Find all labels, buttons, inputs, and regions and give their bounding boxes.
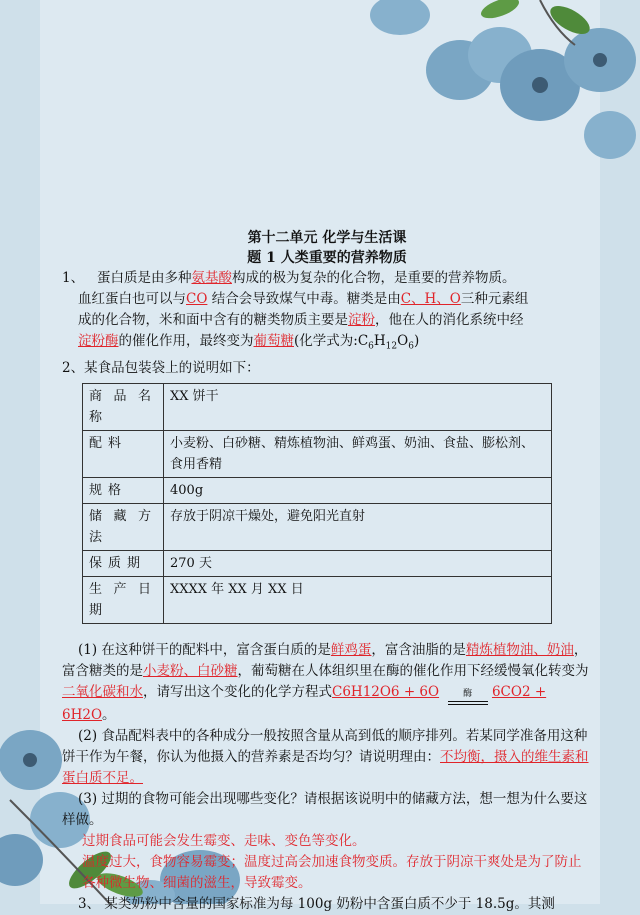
answer-blank: 鲜鸡蛋 [330,641,372,658]
p1-text: ，富含糖类的是 [62,641,588,679]
table-row [83,550,552,576]
q1-number: 1、 [62,270,85,286]
row-value: 存放于阴凉干燥处，避免阳光直射 [164,503,552,550]
answer-blank: 氨基酸 [191,270,232,286]
subscript: 12 [385,341,398,352]
p1-text: 。 [102,706,116,723]
section-title: 题 1 人类重要的营养物质 [247,250,407,266]
document-body [62,228,592,915]
p1-text: ，请写出这个变化的化学方程式 [143,683,332,700]
enzyme-label: 酶 [463,688,473,699]
q1-text: (化学式为:C [294,333,369,349]
equation-products: 6CO2 + 6H2O [62,683,547,723]
question-2-intro: 2、某食品包装袋上的说明如下： [62,359,260,376]
row-key: 规格 [83,477,164,503]
subquestion-3 [62,789,592,831]
row-key: 配料 [83,430,164,477]
answer-3a: 过期食品可能会发生霉变、走味、变色等变化。 [82,832,366,849]
p1-text: (1) 在这种饼干的配料中，富含蛋白质的是 [78,641,331,658]
q1-text: 血红蛋白也可以与 [78,291,186,307]
row-value: XXXX 年 XX 月 XX 日 [164,576,552,623]
table-row [83,576,552,623]
answer-blank: CO [186,291,208,307]
subscript: 6 [368,341,374,352]
q1-text: 成的化合物，米和面中含有的糖类物质主要是 [78,312,348,328]
answer-3b: 温度过大，食物容易霉变；温度过高会加速食物变质。存放于阴凉干爽处是为了防止各种微生物、细菌的滋生，导致霉变。 [82,853,582,891]
row-value: 270 天 [164,550,552,576]
q1-text: 的催化作用，最终变为 [118,333,254,349]
q1-text: 三种元素组 [460,291,529,307]
q1-text: 蛋白质是由多种 [96,270,192,286]
q1-text: ) [413,333,420,349]
table-row [83,477,552,503]
answer-blank: 淀粉 [348,312,375,328]
q1-text: H [373,333,386,349]
equation-reactants: C6H12O6 + 6O [332,683,440,700]
q3-text: 3、 某类奶粉中含量的国家标准为每 100g 奶粉中含蛋白质不少于 18.5g。其测 [78,895,555,912]
row-value: XX 饼干 [164,383,552,430]
row-key: 储藏方法 [83,503,164,550]
p1-text: ，葡萄糖在人体组织里在酶的催化作用下经缓慢氧化转变为 [237,662,589,679]
row-key: 保质期 [83,550,164,576]
subscript: 6 [408,341,414,352]
q1-text: ，他在人的消化系统中经 [375,312,524,328]
answer-blank: 二氧化碳和水 [62,683,143,700]
q1-text: 构成的极为复杂的化合物，是重要的营养物质。 [231,270,516,286]
food-label-table [82,383,552,624]
row-value: 小麦粉、白砂糖、精炼植物油、鲜鸡蛋、奶油、食盐、膨松剂、食用香精 [164,430,552,477]
table-row [83,503,552,550]
q1-text: 结合会导致煤气中毒。糖类是由 [207,291,401,307]
enzyme-arrow [448,684,488,705]
answer-blank: 精炼植物油、奶油 [465,641,574,658]
table-row [83,430,552,477]
question-1 [62,268,592,358]
subquestion-2 [62,726,592,789]
row-value: 400g [164,477,552,503]
table-row [83,383,552,430]
answer-blank: C、H、O [400,291,461,307]
p1-text: ，富含油脂的是 [371,641,466,658]
question-3 [62,894,592,915]
answer-blank: 葡萄糖 [253,333,294,349]
answer-blank: 淀粉酶 [78,333,119,349]
row-key: 生产日期 [83,576,164,623]
p3-text: (3) 过期的食物可能会出现哪些变化？请根据该说明中的储藏方法，想一想为什么要这样做。 [62,790,588,828]
row-key: 商品名称 [83,383,164,430]
answer-blank: 不均衡，摄入的维生素和蛋白质不足。 [62,748,589,786]
subquestion-1 [62,640,592,726]
page-title: 第十二单元 化学与生活课 [247,230,407,246]
answer-blank: 小麦粉、白砂糖 [143,662,238,679]
p2-text: (2) 食品配料表中的各种成分一般按照含量从高到低的顺序排列。若某同学准备用这种饼干作为午餐，你认为他摄入的营养素是否均匀？请说明理由： [62,727,588,765]
q1-text: O [397,333,409,349]
